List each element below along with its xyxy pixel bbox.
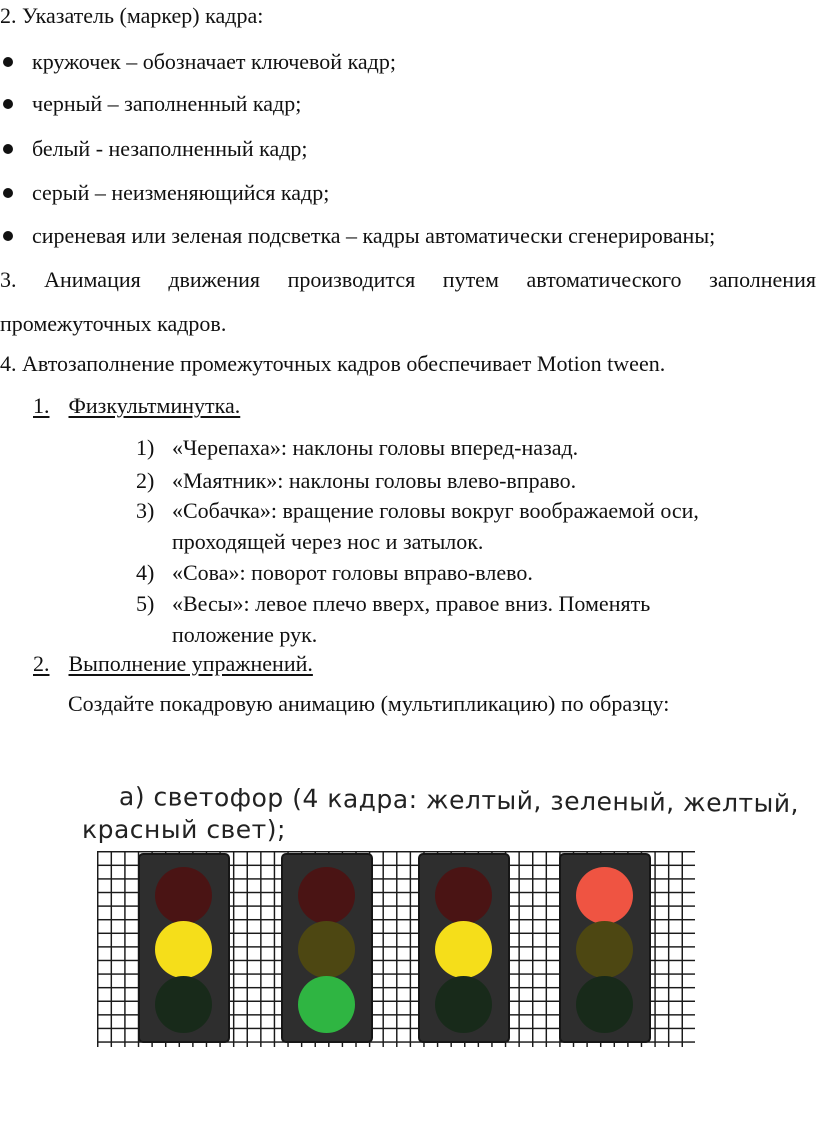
- green-lamp: [435, 976, 492, 1033]
- yellow-lamp: [576, 921, 633, 978]
- list-item-text: кружочек – обозначает ключевой кадр;: [32, 49, 396, 74]
- traffic-light-frame-3: [418, 853, 510, 1043]
- heading-number: 1.: [33, 393, 50, 418]
- item-number: 3): [136, 498, 155, 523]
- item-text: «Весы»: левое плечо вверх, правое вниз. Поменять: [172, 591, 651, 616]
- item-text: «Сова»: поворот головы вправо-влево.: [172, 560, 533, 585]
- exercises-heading: [33, 650, 313, 678]
- bullet-icon: [3, 188, 13, 198]
- item-text: «Собачка»: вращение головы вокруг воображаемой оси,: [172, 498, 699, 523]
- green-lamp: [298, 976, 355, 1033]
- bullet-icon: [3, 231, 13, 241]
- red-lamp: [576, 867, 633, 924]
- list-item-text: серый – неизменяющийся кадр;: [32, 180, 330, 205]
- fizkult-heading: [33, 392, 240, 420]
- green-lamp: [155, 976, 212, 1033]
- bullet-icon: [3, 144, 13, 154]
- figure-caption-line-1: а) светофор (4 кадра: желтый, зеленый, желтый,: [118, 782, 800, 819]
- section-3-line-1: [0, 266, 816, 294]
- word: производится: [287, 267, 416, 292]
- list-item-text: белый - незаполненный кадр;: [32, 136, 308, 161]
- bullet-icon: [3, 57, 13, 67]
- list-item-text: сиреневая или зеленая подсветка – кадры автоматически сгенерированы;: [32, 223, 716, 248]
- list-item-text: черный – заполненный кадр;: [32, 91, 302, 116]
- yellow-lamp: [298, 921, 355, 978]
- heading-title: Физкультминутка.: [68, 393, 241, 418]
- section-2-heading: 2. Указатель (маркер) кадра:: [0, 3, 264, 28]
- item-text-continued: проходящей через нос и затылок.: [172, 529, 484, 554]
- item-number: 2): [136, 468, 155, 493]
- item-number: 1): [136, 435, 155, 460]
- red-lamp: [435, 867, 492, 924]
- green-lamp: [576, 976, 633, 1033]
- traffic-light-frame-4: [559, 853, 651, 1043]
- word: движения: [168, 267, 261, 292]
- word: путем: [442, 267, 499, 292]
- section-4-text: 4. Автозаполнение промежуточных кадров обеспечивает Motion tween.: [0, 351, 666, 376]
- red-lamp: [155, 867, 212, 924]
- bullet-icon: [3, 99, 13, 109]
- red-lamp: [298, 867, 355, 924]
- heading-number: 2.: [33, 651, 50, 676]
- word: заполнения: [709, 267, 816, 292]
- yellow-lamp: [155, 921, 212, 978]
- heading-title: Выполнение упражнений.: [68, 651, 313, 676]
- word: 3.: [0, 267, 17, 292]
- item-text: «Маятник»: наклоны головы влево-вправо.: [172, 468, 577, 493]
- traffic-light-frame-1: [138, 853, 230, 1043]
- traffic-light-frame-2: [281, 853, 373, 1043]
- figure-caption-line-2: красный свет);: [82, 815, 286, 844]
- yellow-lamp: [435, 921, 492, 978]
- item-number: 5): [136, 591, 155, 616]
- word: Анимация: [44, 267, 141, 292]
- exercise-instruction: Создайте покадровую анимацию (мультипликацию) по образцу:: [68, 691, 670, 716]
- word: автоматического: [526, 267, 682, 292]
- section-3-line-2: промежуточных кадров.: [0, 311, 227, 336]
- item-text: «Черепаха»: наклоны головы вперед-назад.: [172, 435, 579, 460]
- item-text-continued: положение рук.: [172, 622, 318, 647]
- item-number: 4): [136, 560, 155, 585]
